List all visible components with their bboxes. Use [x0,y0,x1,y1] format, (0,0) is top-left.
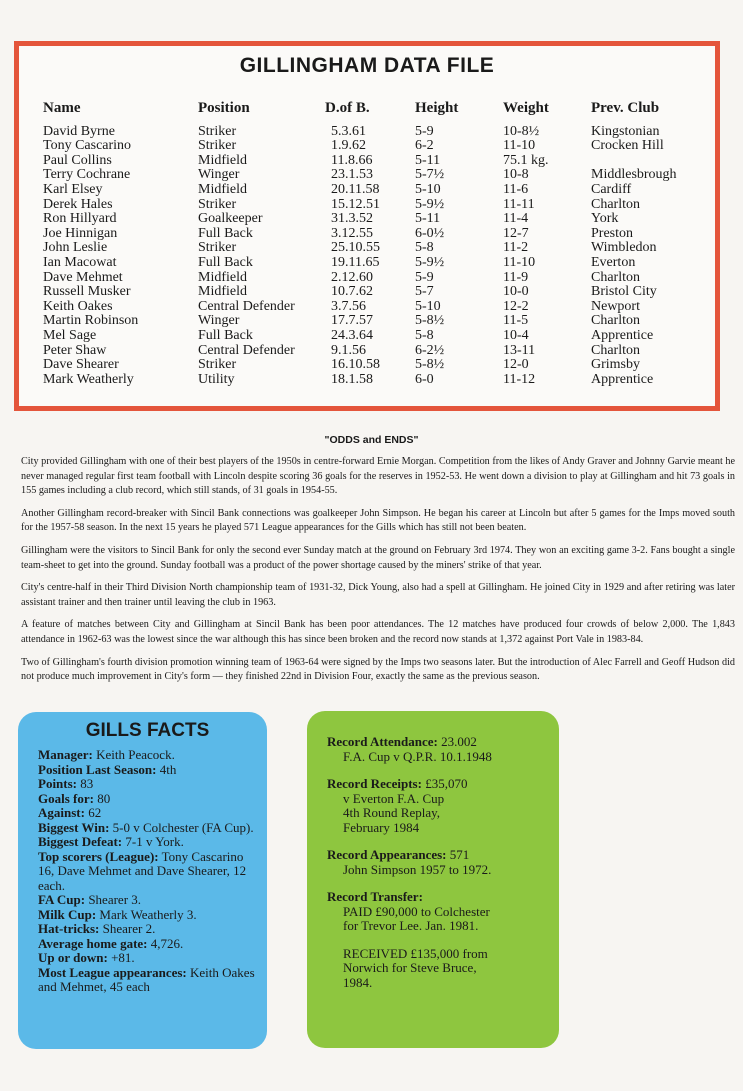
cell-position: Midfield [198,284,247,300]
cell-weight: 10-0 [503,284,529,300]
cell-weight: 10-8½ [503,123,540,139]
cell-name: Ian Macowat [43,254,117,270]
cell-name: Derek Hales [43,196,113,212]
cell-position: Central Defender [198,342,295,358]
squad-row [43,227,711,242]
cell-weight: 11-2 [503,240,529,256]
cell-weight: 10-8 [503,167,529,183]
cell-position: Midfield [198,152,247,168]
cell-dob: 23.1.53 [331,167,373,183]
fact-item [38,792,257,807]
squad-row [43,300,711,315]
cell-position: Winger [198,167,240,183]
cell-name: Mark Weatherly [43,371,134,387]
cell-prev-club: Charlton [591,196,640,212]
cell-height: 5-8½ [415,357,445,373]
cell-weight: 11-4 [503,211,529,227]
cell-name: Mel Sage [43,327,97,343]
cell-prev-club: Cardiff [591,181,632,197]
cell-dob: 3.7.56 [331,298,366,314]
cell-height: 5-9½ [415,196,445,212]
cell-height: 6-0½ [415,225,445,241]
cell-position: Midfield [198,269,247,285]
fact-item [38,850,257,894]
squad-row [43,329,711,344]
fact-label: Top scorers (League): [38,848,159,864]
squad-row [43,198,711,213]
fact-value: 83 [77,776,94,791]
squad-table [43,101,711,387]
record-attendance-label: Record Attendance: [327,734,438,749]
cell-position: Striker [198,123,237,139]
cell-name: Tony Cascarino [43,138,132,154]
fact-value: 5-0 v Colchester (FA Cup). [109,819,254,835]
cell-height: 5-11 [415,211,441,227]
cell-weight: 11-9 [503,269,529,285]
cell-height: 5-8 [415,327,434,343]
cell-dob: 5.3.61 [331,123,366,139]
cell-height: 6-0 [415,371,434,387]
cell-name: Joe Hinnigan [43,225,118,241]
fact-label: Against: [38,805,85,820]
fact-label: Average home gate: [38,935,148,951]
cell-weight: 12-7 [503,225,529,241]
cell-dob: 11.8.66 [331,152,373,168]
cell-height: 5-9½ [415,254,445,270]
cell-weight: 11-11 [503,196,535,212]
cell-position: Striker [198,240,237,256]
cell-prev-club: Middlesbrough [591,167,677,183]
record-receipts-line: 4th Round Replay, [343,805,441,820]
header-dob: D.of B. [325,100,370,116]
header-name: Name [43,100,81,116]
fact-item [38,763,257,778]
cell-height: 5-7 [415,284,434,300]
squad-row [43,373,711,388]
cell-dob: 9.1.56 [331,342,366,358]
cell-dob: 24.3.64 [331,327,373,343]
fact-item [38,777,257,792]
cell-prev-club: Charlton [591,313,640,329]
fact-item [38,806,257,821]
squad-row [43,241,711,256]
odds-paragraph: A feature of matches between City and Gillingham at Sincil Bank has been poor attendances. The 12 matches have produced four crowds of below 2,000. The 1,843 attendance in 1962-63 was the lowest since the war although this has since been broken and the record now stands at 1,372 against Port Vale in 1983-84. [21,619,735,645]
header-prev-club: Prev. Club [591,100,660,116]
cell-name: Paul Collins [43,152,112,168]
fact-item [38,908,257,923]
cell-prev-club: Bristol City [591,284,657,300]
cell-weight: 11-6 [503,181,529,197]
cell-position: Striker [198,138,237,154]
squad-row [43,168,711,183]
squad-row [43,285,711,300]
cell-dob: 15.12.51 [331,196,380,212]
squad-header-row [43,101,711,125]
fact-value: Tony Cascarino 16, Dave Mehmet and Dave Shearer, 12 each. [38,848,247,893]
cell-dob: 18.1.58 [331,371,373,387]
fact-item [38,922,257,937]
cell-prev-club: Grimsby [591,357,640,373]
cell-prev-club: Apprentice [591,371,654,387]
cell-height: 5-8 [415,240,434,256]
cell-height: 5-10 [415,181,441,197]
cell-prev-club: Newport [591,298,640,314]
fact-item [38,748,257,763]
cell-name: Martin Robinson [43,313,139,329]
cell-position: Winger [198,313,240,329]
cell-prev-club: Charlton [591,342,640,358]
cell-position: Striker [198,196,237,212]
cell-position: Striker [198,357,237,373]
records-panel [307,711,559,1048]
cell-weight: 11-5 [503,313,529,329]
fact-value: Shearer 2. [99,921,156,936]
odds-paragraph: City's centre-half in their Third Division North championship team of 1931-32, Dick Young, also had a spell at Gillingham. He joined City in 1929 and after retiring was later assistant trainer and then trainer until leaving the club in 1963. [21,582,735,608]
record-transfer-received: Norwich for Steve Bruce, [343,960,477,975]
record-receipts-line: v Everton F.A. Cup [343,790,445,806]
squad-row [43,358,711,373]
fact-label: Points: [38,776,77,791]
gills-facts-panel [18,712,267,1049]
record-transfer-paid: PAID £90,000 to Colchester [343,903,490,919]
squad-row [43,314,711,329]
cell-prev-club: Everton [591,254,636,270]
fact-value: 4th [156,761,177,777]
data-file-title: GILLINGHAM DATA FILE [239,54,495,77]
fact-item [38,966,257,995]
record-transfer-paid: for Trevor Lee. Jan. 1981. [343,918,479,933]
record-attendance-value: 23.002 [437,734,477,749]
record-transfer-label: Record Transfer: [327,889,423,904]
cell-dob: 2.12.60 [331,269,373,285]
fact-label: Position Last Season: [38,761,157,777]
squad-row [43,139,711,154]
cell-dob: 10.7.62 [331,284,373,300]
cell-height: 5-9 [415,269,434,285]
cell-name: John Leslie [43,240,108,256]
record-attendance [327,735,545,764]
cell-prev-club: York [591,211,619,227]
fact-label: Biggest Win: [38,819,110,835]
cell-dob: 16.10.58 [331,357,380,373]
fact-item [38,937,257,952]
gills-facts-list [38,748,257,995]
record-receipts-value: £35,070 [421,776,468,791]
squad-row [43,212,711,227]
cell-name: Ron Hillyard [43,211,117,227]
fact-label: Biggest Defeat: [38,834,123,849]
record-receipts-line: February 1984 [343,819,420,835]
fact-label: Milk Cup: [38,906,97,922]
squad-row [43,154,711,169]
cell-name: Terry Cochrane [43,167,131,183]
cell-weight: 12-2 [503,298,529,314]
cell-dob: 3.12.55 [331,225,373,241]
cell-weight: 13-11 [503,342,536,358]
cell-prev-club: Preston [591,225,633,241]
cell-position: Full Back [198,225,253,241]
cell-height: 5-8½ [415,313,445,329]
record-appearances-detail: John Simpson 1957 to 1972. [343,861,492,877]
fact-value: Mark Weatherly 3. [96,906,197,922]
fact-label: Manager: [38,747,93,762]
fact-label: FA Cup: [38,892,86,907]
odds-and-ends [21,455,735,693]
record-appearances-value: 571 [446,847,470,862]
cell-height: 6-2½ [415,342,445,358]
squad-row [43,344,711,359]
cell-prev-club: Wimbledon [591,240,657,256]
fact-value: Keith Oakes and Mehmet, 45 each [38,964,255,994]
cell-prev-club [591,154,711,169]
cell-dob: 17.7.57 [331,313,373,329]
odds-paragraph: Gillingham were the visitors to Sincil Bank for only the second ever Sunday match at the ground on February 3rd 1974. They won an exciting game 3-2. Fans bought a single team-sheet to get into the ground. Sunday football was a product of the power shortage caused by the miners' strike of that year. [21,544,735,571]
fact-value: 4,726. [147,935,184,951]
cell-name: Karl Elsey [43,181,103,197]
fact-label: Goals for: [38,790,94,806]
cell-dob: 25.10.55 [331,240,380,256]
fact-label: Up or down: [38,950,108,965]
record-transfer [327,890,545,990]
header-height: Height [415,100,459,116]
record-transfer-received: 1984. [343,974,373,990]
cell-position: Utility [198,371,235,387]
header-position: Position [198,100,250,116]
cell-position: Midfield [198,181,247,197]
record-transfer-received: RECEIVED £135,000 from [343,945,488,961]
cell-height: 5-10 [415,298,441,314]
cell-weight: 12-0 [503,357,529,373]
cell-dob: 20.11.58 [331,181,380,197]
record-receipts [327,777,545,835]
squad-row [43,183,711,198]
cell-height: 6-2 [415,138,434,154]
fact-value: 62 [84,805,102,820]
cell-prev-club: Kingstonian [591,123,660,139]
cell-weight: 11-10 [503,254,536,270]
cell-name: Dave Shearer [43,357,119,373]
record-appearances-label: Record Appearances: [327,847,447,862]
squad-table-body [43,125,711,388]
fact-value: +81. [107,950,135,965]
cell-weight: 11-12 [503,371,536,387]
cell-position: Goalkeeper [198,211,263,227]
fact-label: Most League appearances: [38,964,187,980]
cell-position: Full Back [198,327,253,343]
squad-row [43,271,711,286]
header-weight: Weight [503,100,549,116]
cell-prev-club: Crocken Hill [591,138,664,154]
cell-dob: 31.3.52 [331,211,373,227]
fact-value: 80 [93,790,111,806]
odds-paragraph: City provided Gillingham with one of their best players of the 1950s in centre-forward Ernie Morgan. Competition from the likes of Andy Graver and Johnny Garvie meant he never managed regular first team football with Lincoln despite scoring 36 goals for the reserves in 1952-53. He went down a division to play at Gillingham and hit 73 goals in 155 games including a club record, which still stands, of 31 goals in 1954-55. [21,456,735,497]
fact-value: Keith Peacock. [92,747,175,762]
record-appearances [327,848,545,877]
cell-height: 5-9 [415,123,434,139]
cell-prev-club: Apprentice [591,327,654,343]
cell-height: 5-11 [415,152,441,168]
data-file-frame [14,41,720,411]
cell-position: Full Back [198,254,253,270]
fact-label: Hat-tricks: [38,921,100,936]
squad-row [43,256,711,271]
cell-prev-club: Charlton [591,269,640,285]
cell-name: Dave Mehmet [43,269,123,285]
odds-paragraph: Two of Gillingham's fourth division promotion winning team of 1963-64 were signed by the Imps two seasons later. But the introduction of Alec Farrell and Geoff Hudson did not produce much improvement in City's form — they finished 22nd in Division Four, exactly the same as the previous season. [21,656,735,683]
fact-item [38,893,257,908]
cell-weight: 10-4 [503,327,529,343]
squad-row [43,125,711,140]
record-receipts-label: Record Receipts: [327,776,422,791]
fact-item [38,821,257,836]
fact-item [38,835,257,850]
cell-weight: 75.1 kg. [503,152,549,168]
cell-height: 5-7½ [415,167,445,183]
cell-name: Russell Musker [43,284,131,300]
odds-title: "ODDS and ENDS" [324,434,419,446]
cell-position: Central Defender [198,298,295,314]
fact-item [38,951,257,966]
record-attendance-detail: F.A. Cup v Q.P.R. 10.1.1948 [343,748,492,764]
cell-name: Peter Shaw [43,342,107,358]
cell-weight: 11-10 [503,138,536,154]
cell-name: Keith Oakes [43,298,113,314]
gills-facts-title: GILLS FACTS [85,720,210,741]
cell-name: David Byrne [43,123,115,139]
fact-value: Shearer 3. [85,892,142,907]
odds-paragraph: Another Gillingham record-breaker with Sincil Bank connections was goalkeeper John Simpson. He began his career at Lincoln but after 5 games for the Imps moved south for the 1957-58 season. In the next 15 years he played 571 League appearances for the Gills which has still not been beaten. [21,507,735,534]
cell-dob: 19.11.65 [331,254,380,270]
cell-dob: 1.9.62 [331,138,366,154]
fact-value: 7-1 v York. [122,834,184,849]
